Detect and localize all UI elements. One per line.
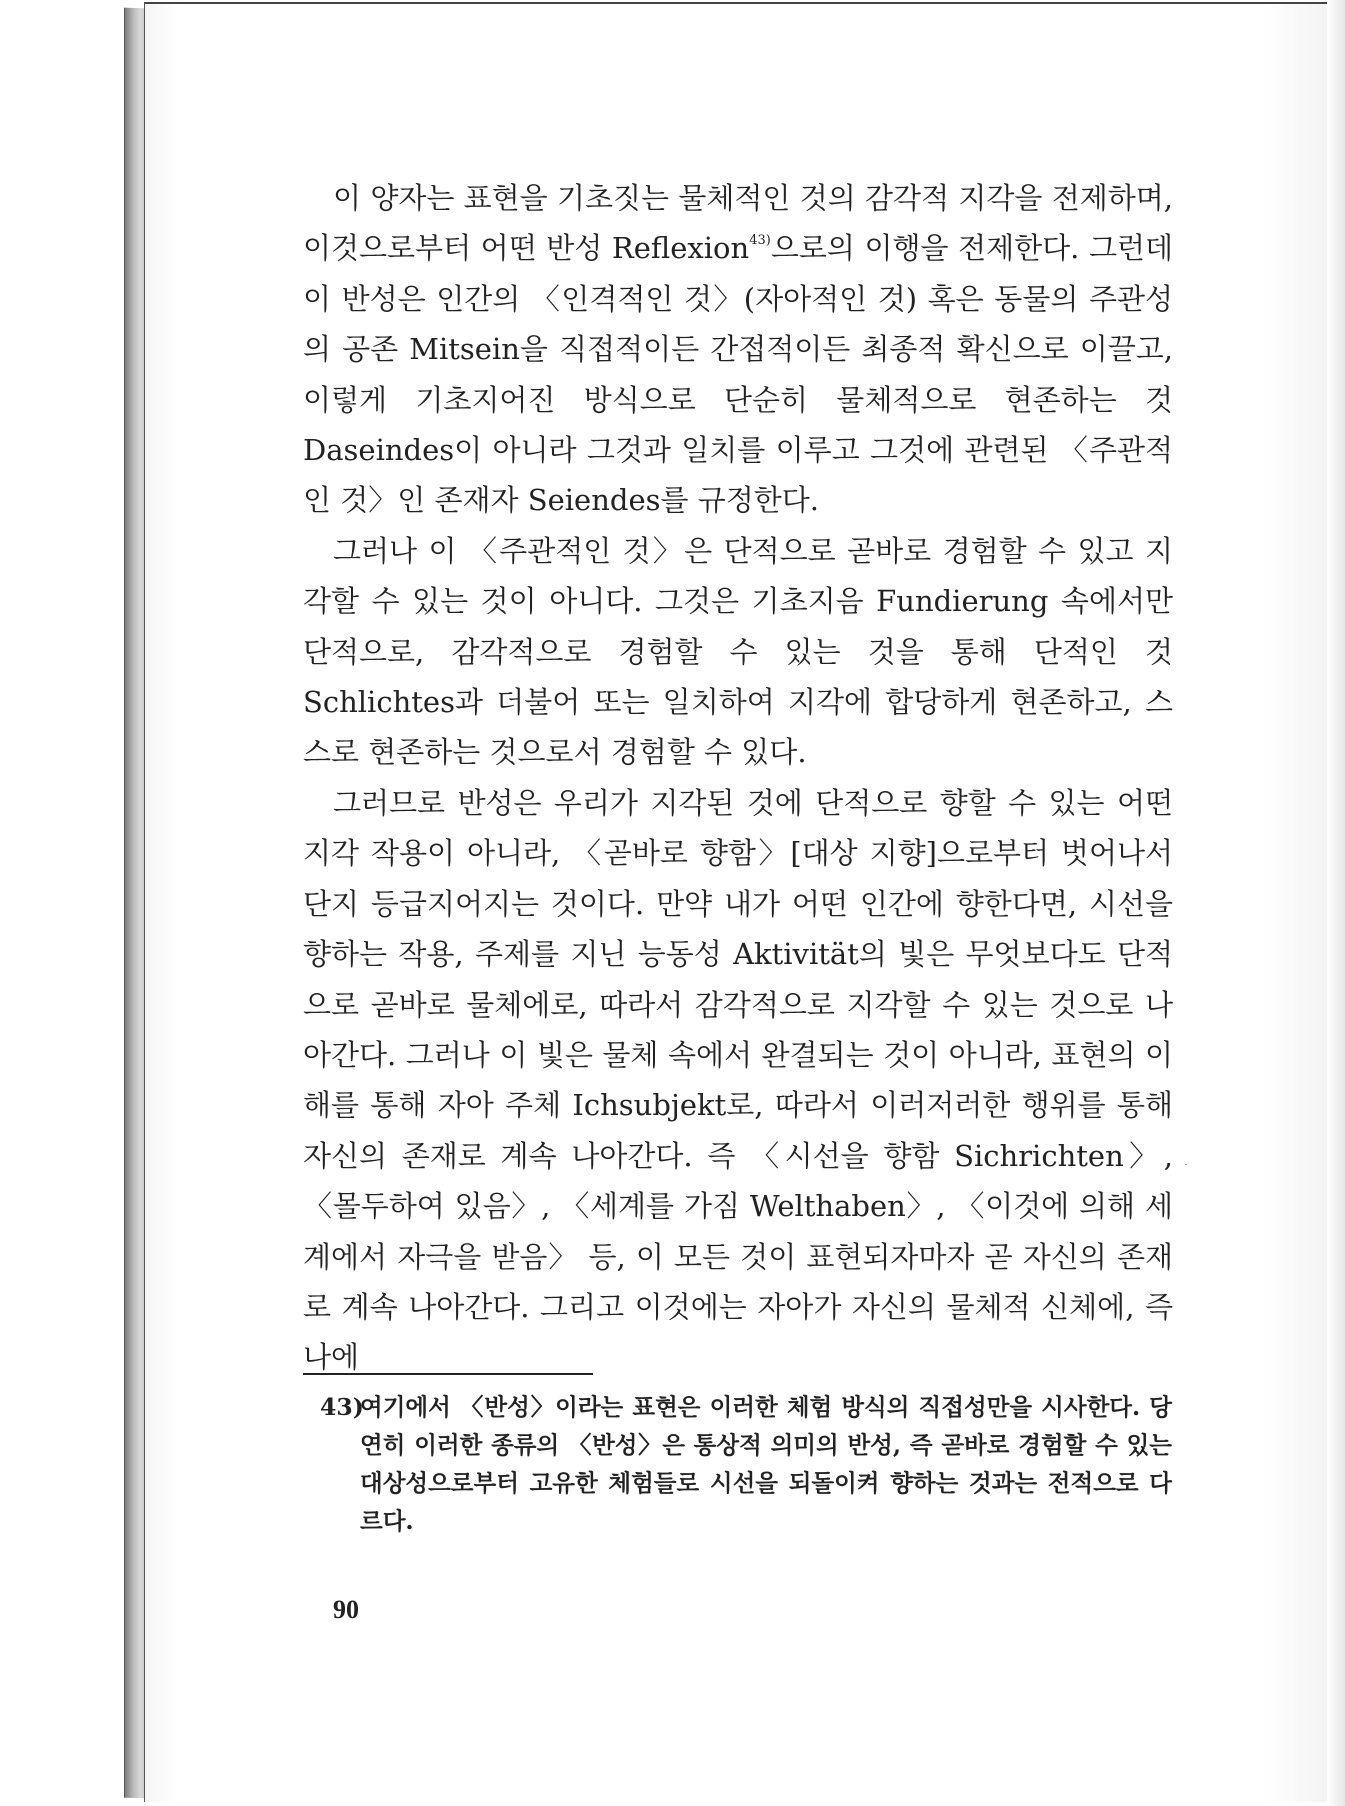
footnote-number: 43)	[320, 1393, 364, 1421]
paragraph-1-text-after-ref: 으로의 이행을 전제한다. 그런데 이 반성은 인간의 〈인격적인 것〉(자아적인 것) 혹은 동물의 주관성의 공존 Mitsein을 직접적이든 간접적이든 최종적 확신으로 이끌고, 이렇게 기초지어진 방식으로 단순히 물체적으로 현존하는 것 Daseindes이 아니라 그것과 일치를 이루고 그것에 관련된 〈주관적인 것〉인 존재자 Seiendes를 규정한다.	[303, 231, 1173, 518]
page-number: 90	[333, 1595, 359, 1624]
body-text	[303, 173, 1173, 1383]
paragraph-1	[303, 173, 1173, 526]
paragraph-1-text-before-ref: 이 양자는 표현을 기초짓는 물체적인 것의 감각적 지각을 전제하며, 이것으로부터 어떤 반성 Reflexion	[303, 181, 1173, 266]
footnote-reference: 43)	[749, 233, 771, 249]
footnote	[320, 1388, 1172, 1540]
footnote-text: 여기에서 〈반성〉이라는 표현은 이러한 체험 방식의 직접성만을 시사한다. 당연히 이러한 종류의 〈반성〉은 통상적 의미의 반성, 즉 곧바로 경험할 수 있는 대상성으로부터 고유한 체험들로 시선을 되돌이켜 향하는 것과는 전적으로 다르다.	[360, 1393, 1172, 1535]
page-edge-shadow	[1327, 0, 1345, 1806]
paragraph-2: 그러나 이 〈주관적인 것〉은 단적으로 곧바로 경험할 수 있고 지각할 수 있는 것이 아니다. 그것은 기초지음 Fundierung 속에서만 단적으로, 감각적으로 경험할 수 있는 것을 통해 단적인 것 Schlichtes과 더불어 또는 일치하여 지각에 합당하게 현존하고, 스스로 현존하는 것으로서 경험할 수 있다.	[303, 533, 1173, 770]
footnote-divider	[303, 1373, 593, 1375]
margin-speck	[1185, 1164, 1187, 1165]
paragraph-3: 그러므로 반성은 우리가 지각된 것에 단적으로 향할 수 있는 어떤 지각 작용이 아니라, 〈곧바로 향함〉[대상 지향]으로부터 벗어나서 단지 등급지어지는 것이다. 만약 내가 어떤 인간에 향한다면, 시선을 향하는 작용, 주제를 지닌 능동성 Aktivität의 빛은 무엇보다도 단적으로 곧바로 물체에로, 따라서 감각적으로 지각할 수 있는 것으로 나아간다. 그러나 이 빛은 물체 속에서 완결되는 것이 아니라, 표현의 이해를 통해 자아 주체 Ichsubjekt로, 따라서 이러저러한 행위를 통해 자신의 존재로 계속 나아간다. 즉 〈시선을 향함 Sichrichten〉, 〈몰두하여 있음〉, 〈세계를 가짐 Welthaben〉, 〈이것에 의해 세계에서 자극을 받음〉 등, 이 모든 것이 표현되자마자 곧 자신의 존재로 계속 나아간다. 그리고 이것에는 자아가 자신의 물체적 신체에, 즉 나에	[303, 785, 1173, 1375]
